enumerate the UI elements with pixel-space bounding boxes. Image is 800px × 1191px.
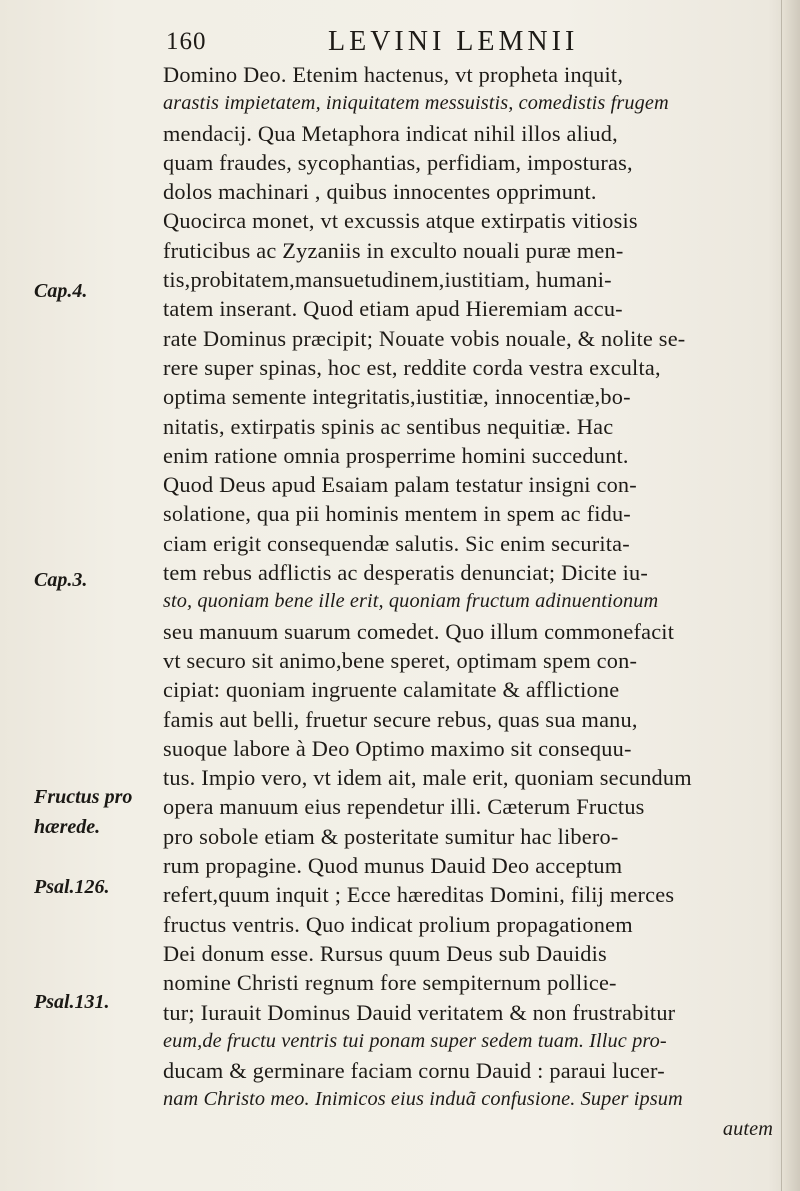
text-line: vt securo sit animo,bene speret, optimam spem con- <box>163 647 638 673</box>
text-line: mendacij. Qua Metaphora indicat nihil illos aliud, <box>163 120 618 146</box>
text-line: pro sobole etiam & posteritate sumitur hac libero- <box>163 823 619 849</box>
text-line: tis,probitatem,mansuetudinem,iustitiam, humani- <box>163 267 612 293</box>
page-header <box>160 22 780 62</box>
page-edge <box>781 0 800 1191</box>
text-line: famis aut belli, fruetur secure rebus, quas sua manu, <box>163 706 638 732</box>
margin-note-cap4: Cap.4. <box>34 280 88 302</box>
text-line: nam Christo meo. Inimicos eius induã confusione. Super ipsum <box>163 1088 683 1111</box>
text-line: opera manuum eius rependetur illi. Cæterum Fructus <box>163 794 645 820</box>
text-line: suoque labore à Deo Optimo maximo sit consequu- <box>163 735 632 761</box>
text-line: Dei donum esse. Rursus quum Deus sub Dauidis <box>163 940 607 966</box>
margin-note-haerede: hærede. <box>34 816 101 838</box>
text-line: enim ratione omnia prosperrime homini succedunt. <box>163 442 629 468</box>
text-line: refert,quum inquit ; Ecce hæreditas Domini, filij merces <box>163 882 675 908</box>
text-line: fructus ventris. Quo indicat prolium propagationem <box>163 911 633 937</box>
text-line: tur; Iurauit Dominus Dauid veritatem & non frustrabitur <box>163 999 676 1025</box>
text-line: ciam erigit consequendæ salutis. Sic enim securita- <box>163 530 630 556</box>
text-line: ducam & germinare faciam cornu Dauid : paraui lucer- <box>163 1058 665 1084</box>
text-line: cipiat: quoniam ingruente calamitate & afflictione <box>163 677 620 703</box>
text-line: Domino Deo. Etenim hactenus, vt propheta inquit, <box>163 62 624 87</box>
text-line: dolos machinari , quibus innocentes opprimunt. <box>163 179 597 205</box>
text-line: Quod Deus apud Esaiam palam testatur insigni con- <box>163 472 637 498</box>
body-text <box>163 60 783 1144</box>
text-line: rere super spinas, hoc est, reddite corda vestra exculta, <box>163 354 661 380</box>
text-line: tem rebus adflictis ac desperatis denunciat; Dicite iu- <box>163 560 648 586</box>
text-line: rum propagine. Quod munus Dauid Deo acceptum <box>163 853 623 879</box>
text-line: fruticibus ac Zyzaniis in exculto nouali puræ men- <box>163 237 624 263</box>
text-line: arastis impietatem, iniquitatem messuistis, comedistis frugem <box>163 92 669 115</box>
text-line: optima semente integritatis,iustitiæ, innocentiæ,bo- <box>163 384 631 410</box>
text-line: nitatis, extirpatis spinis ac sentibus nequitiæ. Hac <box>163 413 614 439</box>
text-line: tatem inserant. Quod etiam apud Hieremiam accu- <box>163 296 623 322</box>
text-line: seu manuum suarum comedet. Quo illum commonefacit <box>163 618 675 644</box>
catchword: autem <box>722 1117 773 1140</box>
text-line: sto, quoniam bene ille erit, quoniam fructum adinuentionum <box>163 590 659 613</box>
margin-note-fructus: Fructus pro <box>34 786 133 808</box>
text-line: eum,de fructu ventris tui ponam super sedem tuam. Illuc pro- <box>163 1029 667 1052</box>
running-head: LEVINI LEMNII <box>328 26 579 57</box>
text-line: rate Dominus præcipit; Nouate vobis nouale, & nolite se- <box>163 325 686 351</box>
page-number: 160 <box>166 28 207 55</box>
text-line: nomine Christi regnum fore sempiternum pollice- <box>163 970 617 996</box>
text-line: quam fraudes, sycophantias, perfidiam, imposturas, <box>163 149 633 175</box>
margin-note-cap3: Cap.3. <box>34 569 88 591</box>
text-line: solatione, qua pii hominis mentem in spem ac fidu- <box>163 501 631 527</box>
margin-note-psal131: Psal.131. <box>34 991 110 1013</box>
text-line: tus. Impio vero, vt idem ait, male erit, quoniam secundum <box>163 765 692 791</box>
margin-note-psal126: Psal.126. <box>34 876 110 898</box>
text-line: Quocirca monet, vt excussis atque extirpatis vitiosis <box>163 208 638 234</box>
